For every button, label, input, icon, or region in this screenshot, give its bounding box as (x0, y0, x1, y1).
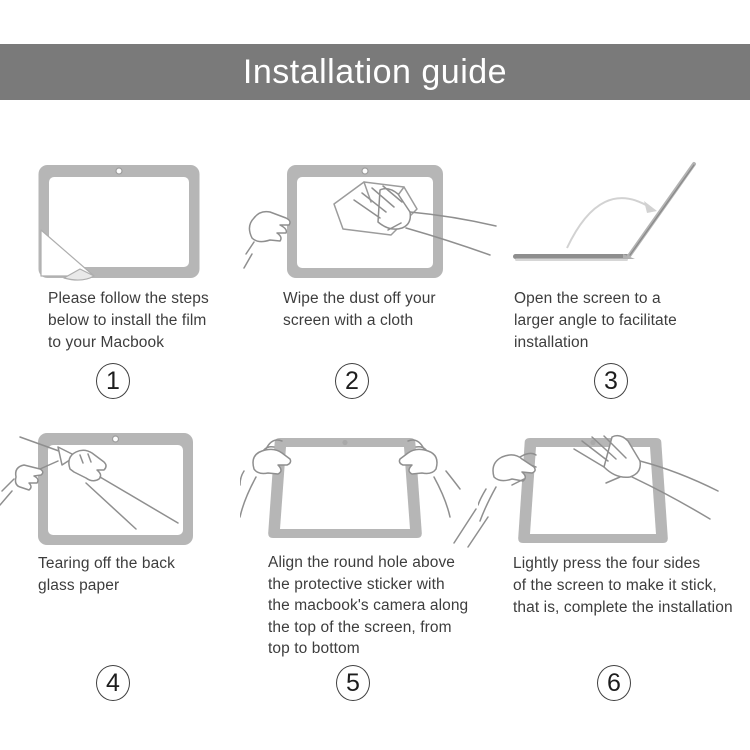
laptop-base (513, 254, 629, 259)
camera-icon (590, 440, 595, 445)
caption-line: Lightly press the four sides (513, 555, 701, 572)
align-film-icon (240, 425, 500, 552)
step-4-number-badge: 4 (96, 665, 130, 701)
screen-film-peel-icon (38, 164, 200, 282)
step-1-number-badge: 1 (96, 363, 130, 399)
step-1-caption (48, 288, 209, 354)
step-1 (0, 150, 240, 420)
step-3 (505, 150, 750, 420)
wipe-screen-icon (238, 160, 500, 285)
step-6-caption (513, 553, 733, 619)
caption-line: that is, complete the installation (513, 599, 733, 616)
caption-line: glass paper (38, 577, 120, 594)
caption-line: Align the round hole above (268, 554, 456, 571)
step-4-caption (38, 553, 175, 597)
step-6 (478, 425, 750, 720)
step-5-caption (268, 552, 468, 660)
caption-line: of the screen to make it stick, (513, 577, 717, 594)
caption-line: top to bottom (268, 640, 360, 657)
caption-line: Wipe the dust off your (283, 290, 436, 307)
caption-line: screen with a cloth (283, 312, 414, 329)
step-6-number-badge: 6 (597, 665, 631, 701)
caption-line: the macbook's camera along (268, 597, 469, 614)
caption-line: Tearing off the back (38, 555, 175, 572)
camera-icon (342, 440, 347, 445)
step-4 (0, 425, 240, 720)
title-banner (0, 44, 750, 100)
caption-line: the protective sticker with (268, 575, 445, 593)
hand-holding-edge-icon (244, 212, 290, 268)
step-5-number-badge: 5 (336, 665, 370, 701)
page-title: Installation guide (242, 52, 508, 91)
step-2-number-badge: 2 (335, 363, 369, 399)
caption-line: Open the screen to a (514, 290, 661, 307)
step-3-caption (514, 288, 677, 354)
camera-icon (362, 168, 368, 174)
tear-back-paper-icon (0, 425, 240, 553)
step-2-caption (283, 288, 436, 332)
caption-line: installation (514, 334, 589, 351)
caption-line: below to install the film (48, 312, 207, 329)
camera-icon (116, 168, 122, 174)
step-5 (240, 425, 500, 720)
open-laptop-icon (505, 158, 705, 270)
step-2 (238, 150, 500, 420)
caption-line: larger angle to facilitate (514, 312, 677, 329)
caption-line: Please follow the steps (48, 290, 209, 307)
step-3-number-badge: 3 (594, 363, 628, 399)
press-sides-icon (478, 425, 750, 553)
caption-line: to your Macbook (48, 334, 165, 351)
caption-line: the top of the screen, from (268, 618, 452, 636)
camera-icon (113, 436, 119, 442)
